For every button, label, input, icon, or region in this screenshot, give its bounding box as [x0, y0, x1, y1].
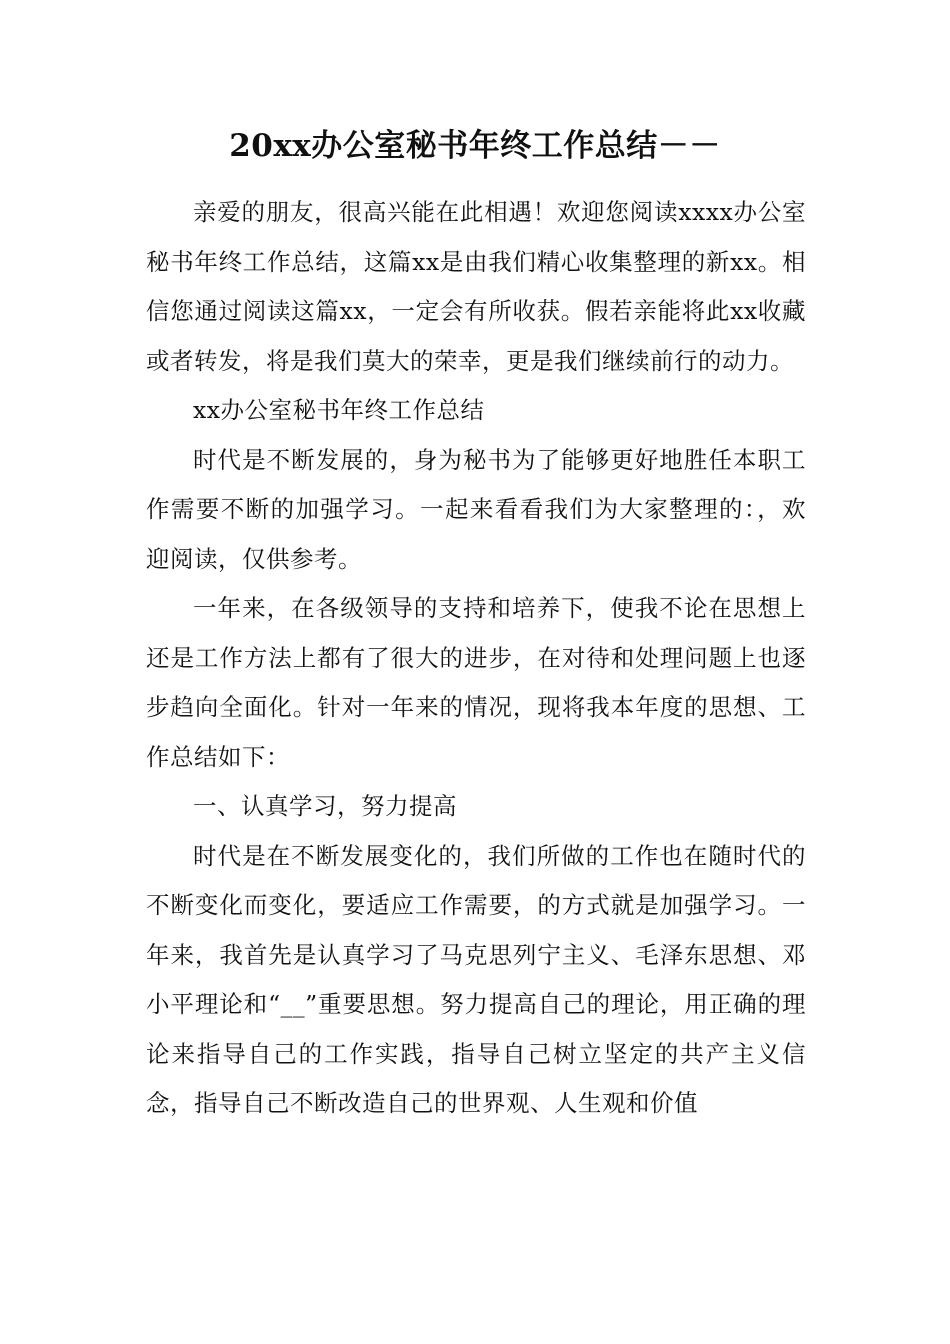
document-body — [146, 188, 806, 1129]
section-heading: 一、认真学习，努力提高 — [193, 792, 457, 820]
intro-paragraph: 亲爱的朋友，很高兴能在此相遇！欢迎您阅读xxxx办公室秘书年终工作总结，这篇xx是由我们精心收集整理的新xx。相信您通过阅读这篇xx，一定会有所收获。假若亲能将此xx收藏或者转发，将是我们莫大的荣幸，更是我们继续前行的动力。 — [146, 198, 806, 375]
body-paragraph: 时代是在不断发展变化的，我们所做的工作也在随时代的不断变化而变化，要适应工作需要，的方式就是加强学习。一年来，我首先是认真学习了马克思列宁主义、毛泽东思想、邓小平理论和“__”重要思想。努力提高自己的理论，用正确的理论来指导自己的工作实践，指导自己树立坚定的共产主义信念，指导自己不断改造自己的世界观、人生观和价值 — [146, 841, 806, 1117]
body-paragraph: 一年来，在各级领导的支持和培养下，使我不论在思想上还是工作方法上都有了很大的进步，在对待和处理问题上也逐步趋向全面化。针对一年来的情况，现将我本年度的思想、工作总结如下： — [146, 594, 806, 771]
body-paragraph: 时代是不断发展的，身为秘书为了能够更好地胜任本职工作需要不断的加强学习。一起来看看我们为大家整理的：，欢迎阅读，仅供参考。 — [146, 445, 806, 573]
document-title: 20xx办公室秘书年终工作总结－－ — [229, 128, 721, 164]
section-subtitle: xx办公室秘书年终工作总结 — [193, 396, 485, 424]
